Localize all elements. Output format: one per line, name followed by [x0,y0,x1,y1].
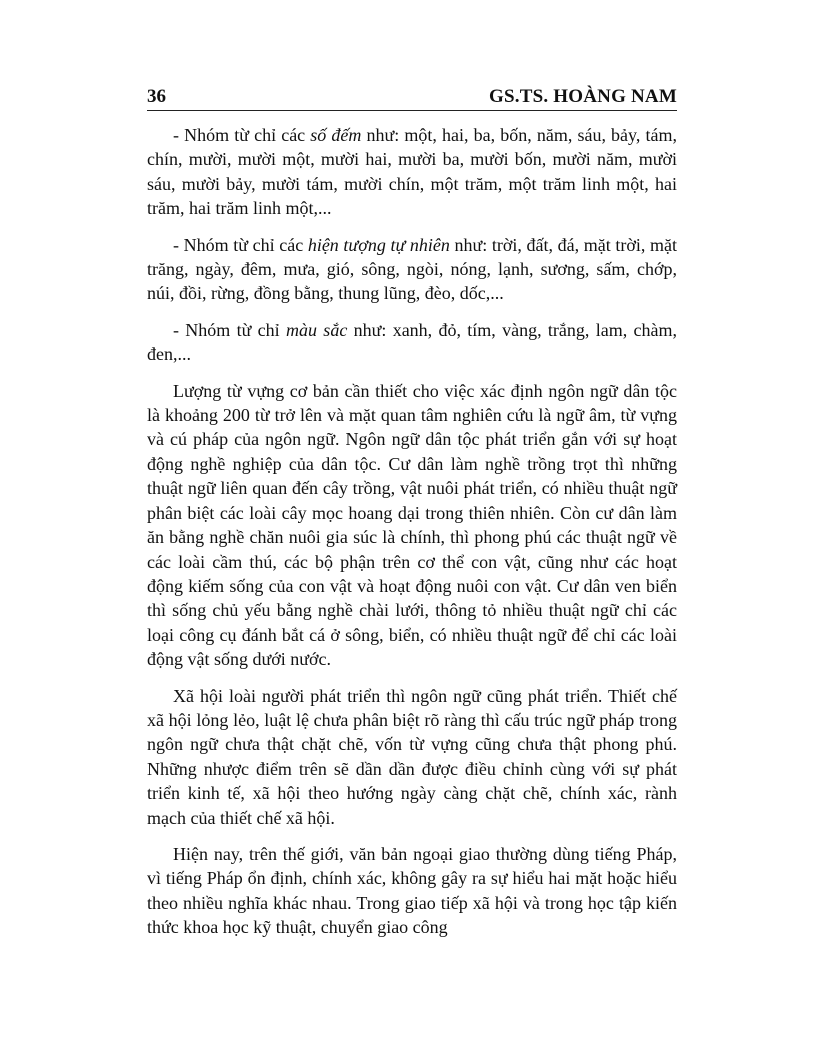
emphasis: số đếm [310,125,362,145]
body-paragraph: Xã hội loài người phát triển thì ngôn ngữ cũng phát triển. Thiết chế xã hội lỏng lẻo, luật lệ chưa phân biệt rõ ràng thì cấu trúc ngữ pháp trong ngôn ngữ chưa thật chặt chẽ, vốn từ vựng cũng chưa thật phong phú. Những nhược điểm trên sẽ dần dần được điều chỉnh cùng với sự phát triển kinh tế, xã hội theo hướng ngày càng chặt chẽ, chính xác, rành mạch của thiết chế xã hội. [147,685,677,828]
emphasis: màu sắc [286,319,348,340]
book-page [147,80,677,952]
list-paragraph-numbers: - Nhóm từ chỉ các số đếm như: một, hai, ba, bốn, năm, sáu, bảy, tám, chín, mười, mười một, mười hai, mười ba, mười bốn, mười năm, mười sáu, mười bảy, mười tám, mười chín, một trăm, một trăm linh một, hai trăm, hai trăm linh một,... [147,125,677,219]
page-number: 36 [147,86,166,107]
emphasis: hiện tượng tự nhiên [307,234,450,255]
list-paragraph-colors: - Nhóm từ chỉ màu sắc như: xanh, đỏ, tím, vàng, trắng, lam, chàm, đen,... [147,319,677,365]
running-head: GS.TS. HOÀNG NAM [489,86,677,107]
body-paragraph: Hiện nay, trên thế giới, văn bản ngoại giao thường dùng tiếng Pháp, vì tiếng Pháp ổn định, chính xác, không gây ra sự hiểu hai mặt hoặc hiểu theo nhiều nghĩa khác nhau. Trong giao tiếp xã hội và trong học tập kiến thức khoa học kỹ thuật, chuyển giao công [147,843,677,938]
page-header [147,80,677,111]
page-body [147,123,677,940]
body-paragraph: Lượng từ vựng cơ bản cần thiết cho việc xác định ngôn ngữ dân tộc là khoảng 200 từ trở lên và mặt quan tâm nghiên cứu là ngữ âm, từ vựng và cú pháp của ngôn ngữ. Ngôn ngữ dân tộc phát triển gắn với sự hoạt động nghề nghiệp của dân tộc. Cư dân làm nghề trồng trọt thì những thuật ngữ liên quan đến cây trồng, vật nuôi phát triển, có nhiều thuật ngữ phân biệt các loài cây mọc hoang dại trong thiên nhiên. Còn cư dân làm ăn bằng nghề chăn nuôi gia súc là chính, thì phong phú các thuật ngữ về các loài cầm thú, các bộ phận trên cơ thể con vật, cũng như các hoạt động kiếm sống của con vật và hoạt động nuôi con vật. Cư dân ven biển thì sống chủ yếu bằng nghề chài lưới, thông tỏ nhiều thuật ngữ chỉ các loại công cụ đánh bắt cá ở sông, biển, có nhiều thuật ngữ để chỉ các loài động vật sống dưới nước. [147,380,677,670]
list-paragraph-nature: - Nhóm từ chỉ các hiện tượng tự nhiên như: trời, đất, đá, mặt trời, mặt trăng, ngày, đêm, mưa, gió, sông, ngòi, nóng, lạnh, sương, sấm, chớp, núi, đồi, rừng, đồng bằng, thung lũng, đèo, dốc,... [147,234,677,304]
